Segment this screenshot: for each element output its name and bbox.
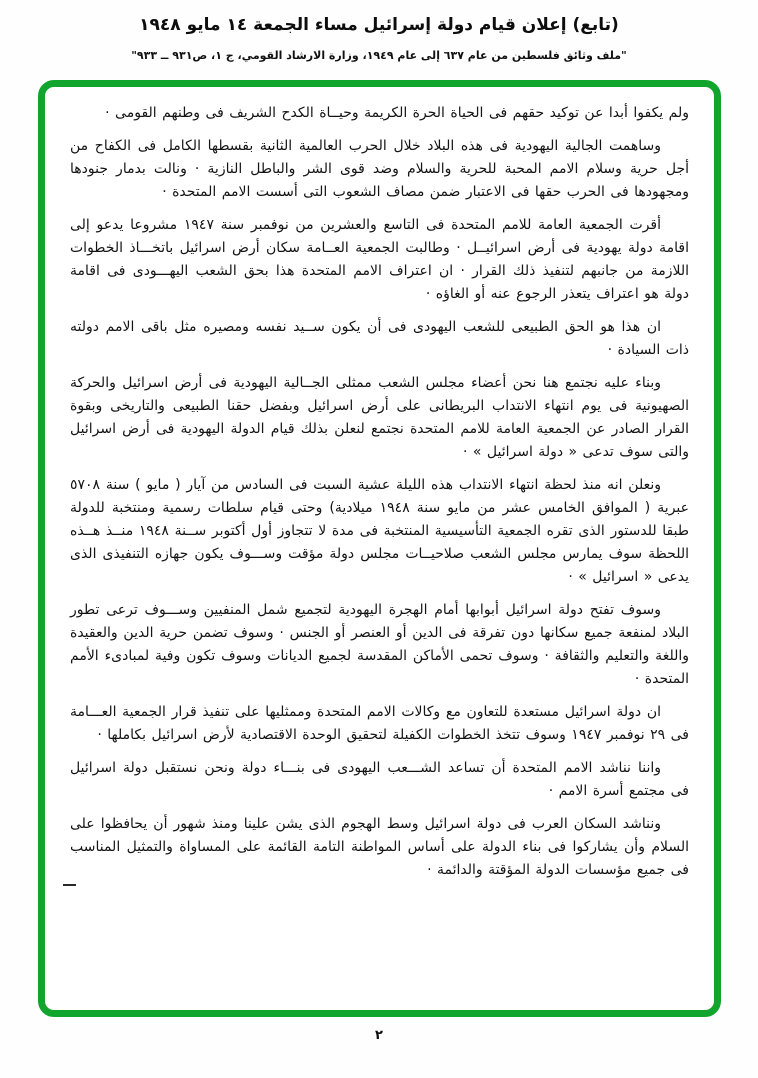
page-number: ٢	[375, 1028, 383, 1043]
paragraph: وبناء عليه نجتمع هنا نحن أعضاء مجلس الشعب ممثلى الجــالية اليهودية فى أرض اسرائيل والحركة الصهيونية فى يوم انتهاء الانتداب البريطانى على أرض اسرائيل وبفضل حقنا الطبيعى والتاريخى وبقوة القرار الصادر عن الجمعية العامة للامم المتحدة نجتمع لنعلن بذلك قيام الدولة اليهودية فى أرض اسرائيل والتى سوف تدعى « دولة اسرائيل » ·	[70, 375, 689, 460]
paragraph: أقرت الجمعية العامة للامم المتحدة فى التاسع والعشرين من نوفمبر سنة ١٩٤٧ مشروعا يدعو إلى اقامة دولة يهودية فى أرض اسرائيــل · وطالبت الجمعية العــامة سكان أرض اسرائيل باتخـــاذ الخطوات اللازمة من جانبهم لتنفيذ ذلك القرار · ان اعتراف الامم المتحدة هذا بحق الشعب اليهـــودى فى اقامة دولة هو اعتراف يتعذر الرجوع عنه أو الغاؤه ·	[70, 217, 689, 302]
green-border-frame	[38, 80, 721, 1017]
paragraph: وساهمت الجالية اليهودية فى هذه البلاد خلال الحرب العالمية الثانية بقسطها الكامل فى الكفاح من أجل حرية وسلام الامم المحبة للحرية والسلام وضد قوى الشر والباطل النازية · ونالت بدمار جنودها ومجهودها فى الحرب حقها فى الاعتبار ضمن مصاف الشعوب التى أسست الامم المتحدة ·	[70, 138, 689, 200]
paragraph: واننا نناشد الامم المتحدة أن تساعد الشـــعب اليهودى فى بنـــاء دولة ونحن نستقبل دولة اسرائيل فى مجتمع أسرة الامم ·	[70, 760, 689, 799]
margin-dash-mark	[63, 884, 76, 886]
paragraph: ونناشد السكان العرب فى دولة اسرائيل وسط الهجوم الذى يشن علينا ومنذ شهور أن يحافظوا على السلام وأن يشاركوا فى بناء الدولة على أساس المواطنة التامة القائمة على المساواة والتمثيل المناسب فى جميع مؤسسات الدولة المؤقتة والدائمة ·	[70, 816, 689, 878]
document-body	[45, 87, 714, 882]
paragraph: ان هذا هو الحق الطبيعى للشعب اليهودى فى أن يكون ســيد نفسه ومصيره مثل باقى الامم دولته ذات السيادة ·	[70, 319, 689, 358]
paragraph: وسوف تفتح دولة اسرائيل أبوابها أمام الهجرة اليهودية لتجميع شمل المنفيين وســـوف ترعى تطور البلاد لمنفعة جميع سكانها دون تفرقة فى الدين أو العنصر أو الجنس · وسوف تضمن حرية الدين والعقيدة واللغة والتعليم والثقافة · وسوف تحمى الأماكن المقدسة لجميع الديانات وسوف تكون وفية لمبادىء الأمم المتحدة ·	[70, 602, 689, 687]
paragraph: ونعلن انه منذ لحظة انتهاء الانتداب هذه الليلة عشية السبت فى السادس من آيار ( مايو ) سنة ٥٧٠٨ عبرية ( الموافق الخامس عشر من مايو سنة ١٩٤٨ ميلادية) وحتى قيام سلطات رسمية ومنتخبة للدولة طبقا للدستور الذى تقره الجمعية التأسيسية المنتخبة فى مدة لا تتجاوز أول أكتوبر ســنة ١٩٤٨ منــذ هــذه اللحظة سوف يمارس مجلس الشعب صلاحيــات مجلس دولة مؤقت وســـوف يكون جهازه التنفيذى الذى يدعى « اسرائيل » ·	[70, 477, 689, 585]
document-source-citation: "ملف وثائق فلسطين من عام ٦٣٧ إلى عام ١٩٤٩، وزارة الارشاد القومي، ج ١، ص٩٣١ ــ ٩٣٣"	[131, 49, 627, 62]
document-title: (تابع) إعلان قيام دولة إسرائيل مساء الجمعة ١٤ مايو ١٩٤٨	[139, 15, 619, 35]
paragraph: ولم يكفوا أبدا عن توكيد حقهم فى الحياة الحرة الكريمة وحيــاة الكدح الشريف فى وطنهم القومى ·	[105, 105, 689, 121]
paragraph: ان دولة اسرائيل مستعدة للتعاون مع وكالات الامم المتحدة وممثليها على تنفيذ قرار الجمعية العـــامة فى ٢٩ نوفمبر ١٩٤٧ وسوف تتخذ الخطوات الكفيلة لتحقيق الوحدة الاقتصادية لأرض اسرائيل بكاملها ·	[70, 704, 689, 743]
